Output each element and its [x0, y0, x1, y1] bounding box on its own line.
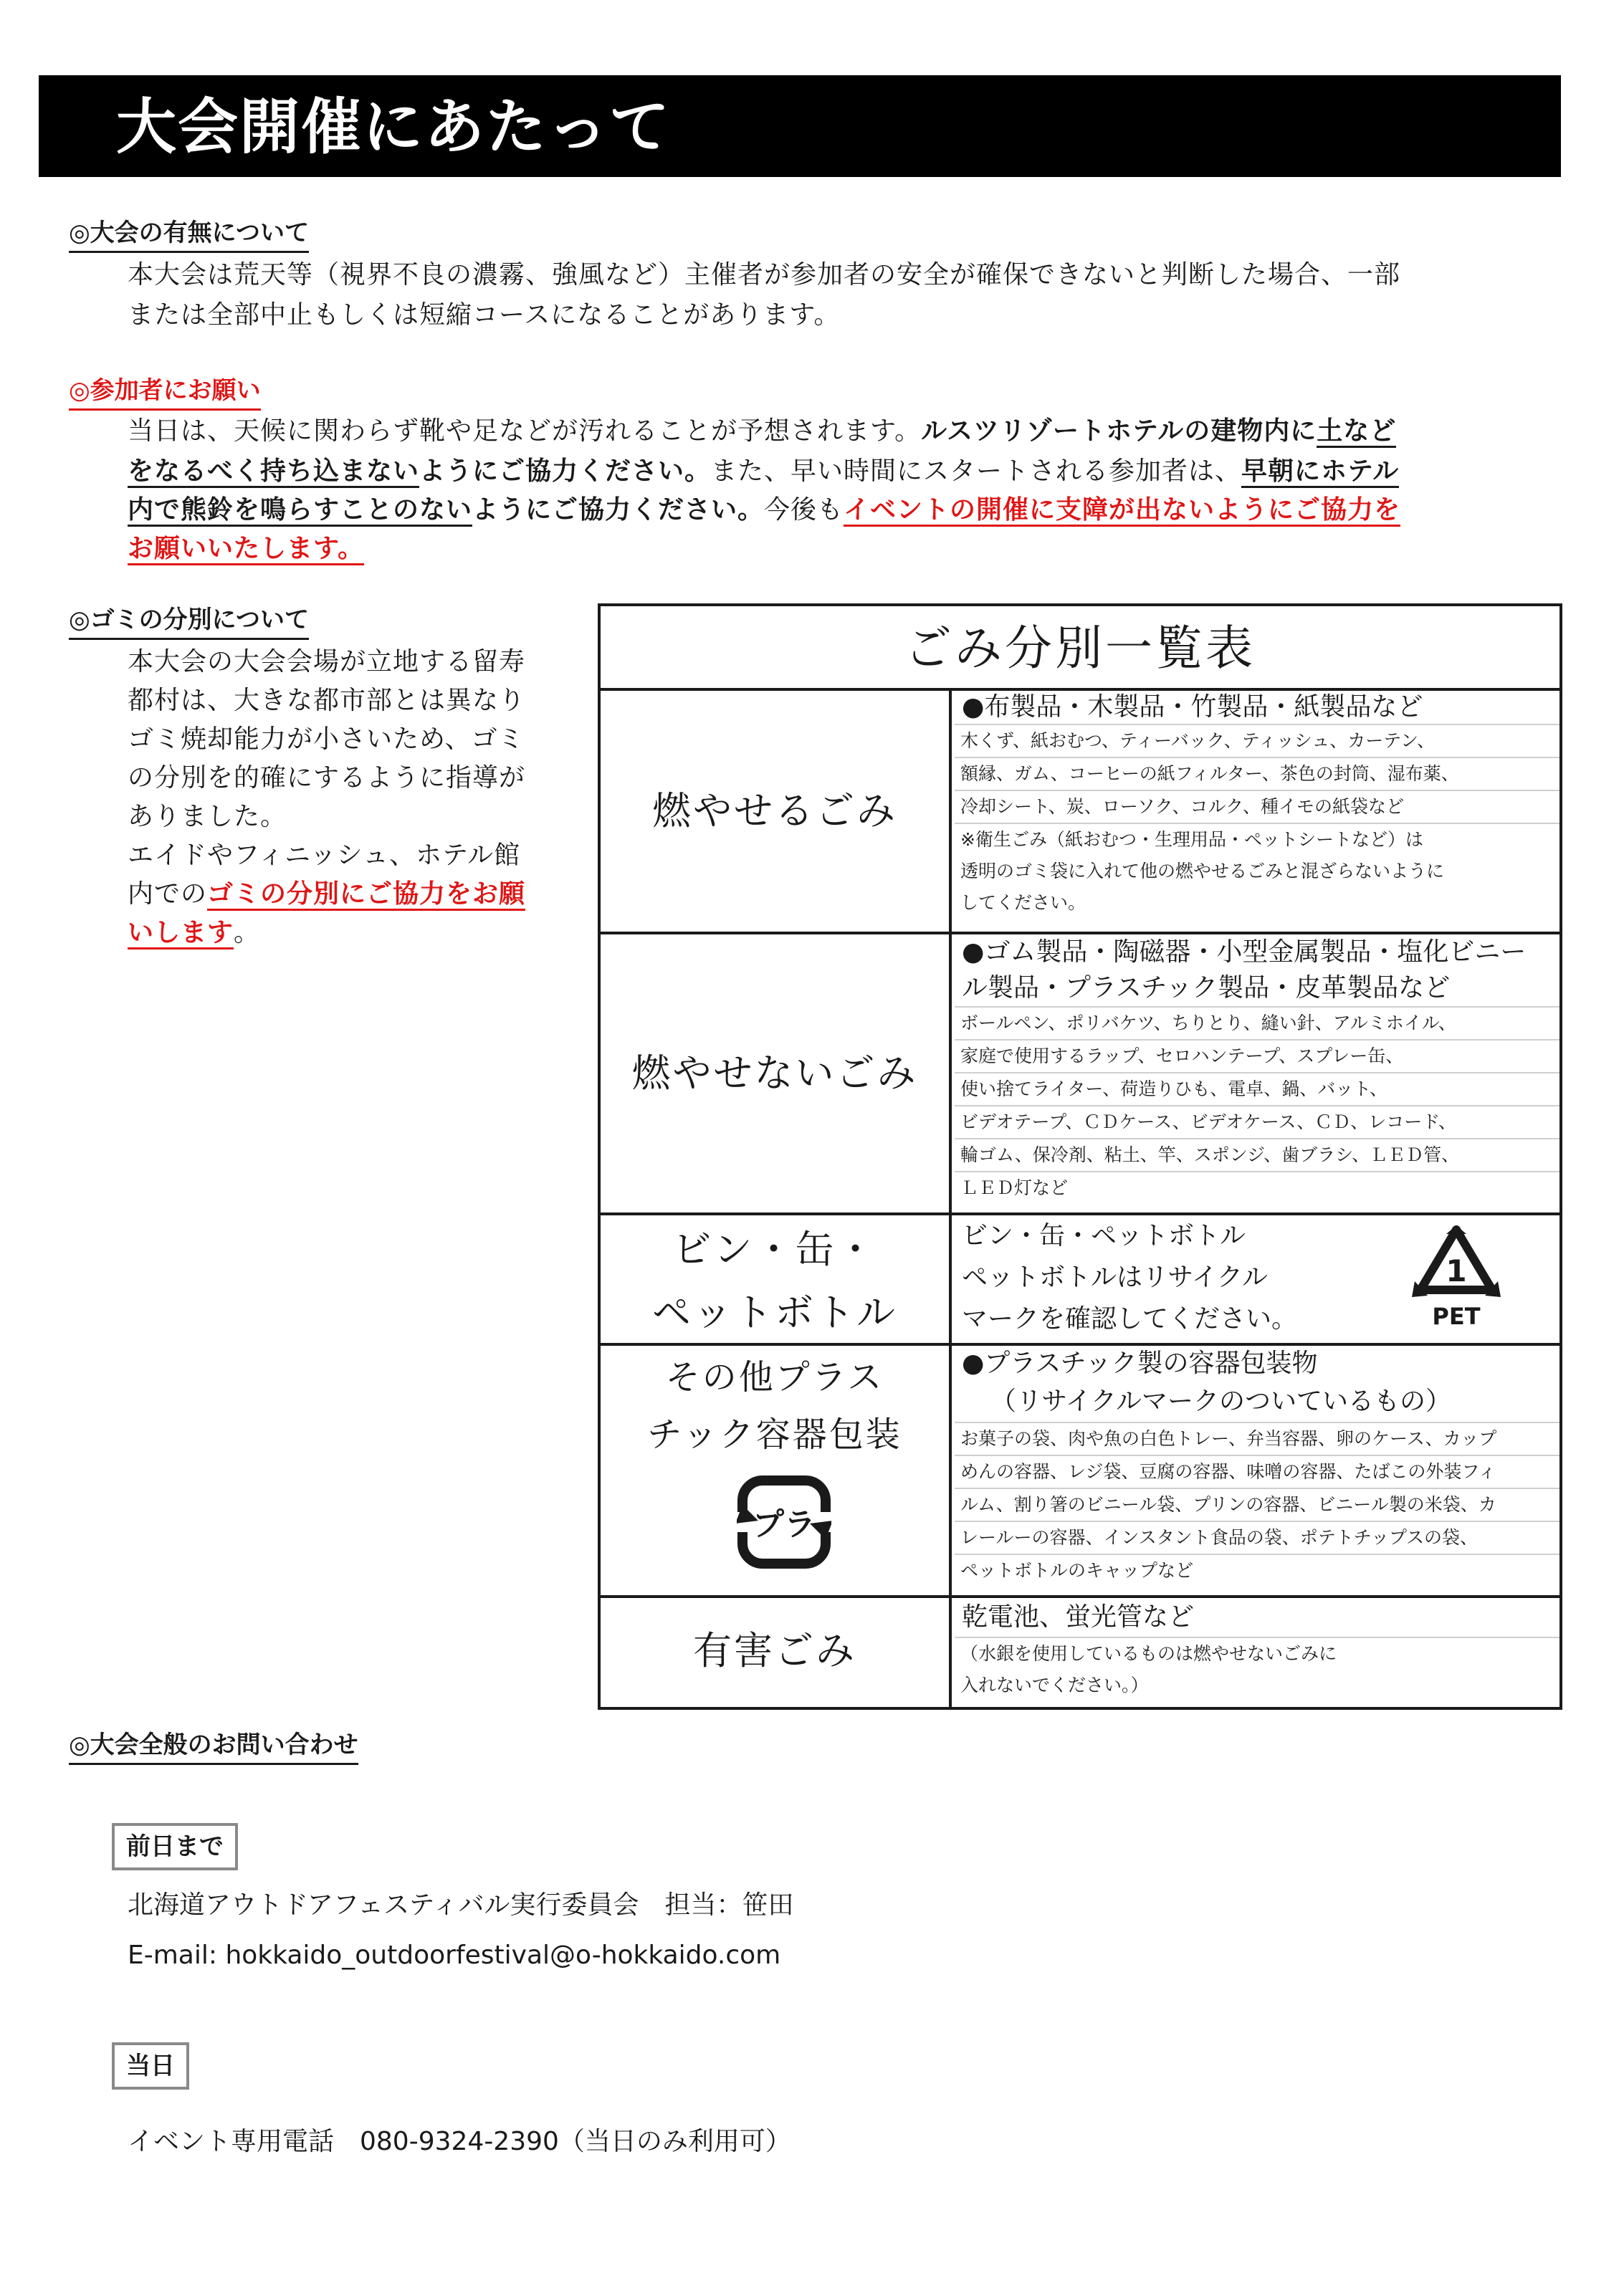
label-before-day: 前日まで — [112, 1823, 238, 1870]
burnable-item-3: 冷却シート、炭、ローソク、コルク、種イモの紙袋など — [955, 790, 1559, 823]
garbage-text-line-6: エイドやフィニッシュ、ホテル館 — [128, 841, 521, 870]
category-plastic-label-2: チック容器包装 — [647, 1415, 902, 1455]
request-l3-bold: ようにご協力ください。 — [472, 495, 765, 525]
request-l1-bold: ルスツリゾートホテルの建物内に — [921, 416, 1317, 446]
bottles-line-2: ペットボトルはリサイクル — [962, 1263, 1268, 1292]
section-heading-cancel: ◎大会の有無について — [69, 216, 309, 253]
cancel-text-line-1: 本大会は荒天等（視界不良の濃霧、強風など）主催者が参加者の安全が確保できないと判断した場合、一部 — [128, 260, 1401, 290]
bottles-line-3: マークを確認してください。 — [962, 1304, 1298, 1334]
request-text-line-1 — [128, 411, 1396, 451]
row-bottles — [601, 1215, 1559, 1346]
garbage-text-line-2: 都村は、大きな都市部とは異なり — [128, 686, 526, 715]
nonburnable-item-3: 使い捨てライター、荷造りひも、電卓、鍋、バット、 — [955, 1072, 1559, 1105]
request-l4-red: お願いいたします。 — [128, 534, 364, 565]
nonburnable-item-5: 輪ゴム、保冷剤、粘土、竿、スポンジ、歯ブラシ、ＬＥＤ管、 — [955, 1138, 1559, 1171]
hazardous-item-2: 入れないでください。） — [960, 1675, 1149, 1695]
burnable-note-1: ※衛生ごみ（紙おむつ・生理用品・ペットシートなど）は — [955, 823, 1559, 856]
burnable-note-3: してください。 — [960, 892, 1086, 913]
category-bottles — [601, 1215, 952, 1343]
request-text-line-3 — [128, 490, 1400, 530]
request-l2-plain: また、早い時間にスタートされる参加者は、 — [711, 456, 1242, 486]
garbage-text-line-7 — [128, 874, 525, 914]
burnable-head: ●布製品・木製品・竹製品・紙製品など — [962, 692, 1423, 722]
category-bottles-label-1: ビン・缶・ — [672, 1227, 877, 1272]
plastic-item-1: お菓子の袋、肉や魚の白色トレー、弁当容器、卵のケース、カップ — [955, 1422, 1559, 1455]
pet-label: PET — [1432, 1303, 1481, 1330]
row-nonburnable — [601, 934, 1559, 1215]
detail-hazardous — [955, 1598, 1559, 1707]
section-heading-garbage: ◎ゴミの分別について — [69, 603, 309, 640]
bottles-line-1: ビン・缶・ペットボトル — [962, 1221, 1246, 1250]
section-heading-request: ◎参加者にお願い — [69, 374, 261, 411]
request-l1-plain: 当日は、天候に関わらず靴や足などが汚れることが予想されます。 — [128, 416, 922, 446]
section-heading-contact: ◎大会全般のお問い合わせ — [69, 1728, 358, 1765]
nonburnable-head-2: ル製品・プラスチック製品・皮革製品など — [962, 973, 1451, 1003]
category-nonburnable — [601, 934, 952, 1212]
garbage-text-line-8 — [128, 913, 260, 953]
category-plastic-label-1: その他プラス — [665, 1357, 884, 1397]
nonburnable-item-6: ＬＥＤ灯など — [955, 1171, 1559, 1204]
nonburnable-head-1: ●ゴム製品・陶磁器・小型金属製品・塩化ビニー — [962, 937, 1527, 967]
category-plastic — [601, 1346, 952, 1595]
row-plastic — [601, 1346, 1559, 1598]
garbage-text-line-1: 本大会の大会会場が立地する留寿 — [128, 647, 526, 676]
request-l2-bold: ようにご協力ください。 — [419, 456, 712, 486]
burnable-item-1: 木くず、紙おむつ、ティーバック、ティッシュ、カーテン、 — [955, 724, 1559, 757]
request-l2-underline-2: 早朝にホテル — [1241, 456, 1399, 488]
detail-bottles — [955, 1215, 1559, 1343]
cancel-text-line-2: または全部中止もしくは短縮コースになることがあります。 — [128, 300, 841, 330]
pet-recycle-icon — [1406, 1224, 1506, 1331]
request-l2-underline: をなるべく持ち込まない — [128, 456, 419, 488]
title-bar — [39, 75, 1561, 177]
category-nonburnable-label: 燃やせないごみ — [631, 1051, 918, 1096]
garbage-l7-plain: 内での — [128, 879, 208, 909]
garbage-table-title: ごみ分別一覧表 — [601, 606, 1559, 691]
page-title: 大会開催にあたって — [116, 92, 672, 162]
garbage-text-line-5: ありました。 — [128, 802, 287, 831]
garbage-l7-red: ゴミの分別にご協力をお願 — [207, 879, 525, 911]
nonburnable-item-2: 家庭で使用するラップ、セロハンテープ、スプレー缶、 — [955, 1039, 1559, 1072]
plastic-item-2: めんの容器、レジ袋、豆腐の容器、味噌の容器、たばこの外装フィ — [955, 1455, 1559, 1488]
category-bottles-label-2: ペットボトル — [652, 1290, 897, 1335]
contact-email: E-mail: hokkaido_outdoorfestival@o-hokkaido.com — [128, 1941, 781, 1970]
pla-mark-text: プラ — [753, 1506, 816, 1543]
contact-phone: イベント専用電話 080-9324-2390（当日のみ利用可） — [128, 2127, 791, 2156]
pet-number: 1 — [1446, 1253, 1467, 1288]
nonburnable-item-4: ビデオテープ、ＣＤケース、ビデオケース、ＣＤ、レコード、 — [955, 1105, 1559, 1138]
detail-plastic — [955, 1346, 1559, 1595]
contact-org: 北海道アウトドアフェスティバル実行委員会 担当：笹田 — [128, 1890, 794, 1920]
detail-burnable — [955, 691, 1559, 932]
garbage-text-line-3: ゴミ焼却能力が小さいため、ゴミ — [128, 724, 525, 754]
garbage-l8-red: いします — [128, 918, 234, 950]
request-l3-red: イベントの開催に支障が出ないようにご協力を — [844, 495, 1400, 527]
row-burnable — [601, 691, 1559, 934]
garbage-text-line-4: の分別を的確にするように指導が — [128, 763, 526, 793]
detail-nonburnable — [955, 934, 1559, 1212]
nonburnable-item-1: ボールペン、ポリバケツ、ちりとり、縫い針、アルミホイル、 — [955, 1006, 1559, 1039]
plastic-item-4: レールーの容器、インスタント食品の袋、ポテトチップスの袋、 — [955, 1521, 1559, 1554]
request-l3-plain: 今後も — [764, 495, 844, 525]
category-burnable-label: 燃やせるごみ — [652, 788, 897, 833]
plastic-head-1: ●プラスチック製の容器包装物 — [962, 1349, 1318, 1378]
pla-recycle-icon — [737, 1469, 831, 1575]
category-hazardous — [601, 1598, 952, 1707]
plastic-item-5: ペットボトルのキャップなど — [955, 1554, 1559, 1587]
garbage-l8-plain: 。 — [234, 918, 261, 947]
garbage-table — [598, 603, 1562, 1710]
plastic-head-2: （リサイクルマークのついているもの） — [990, 1387, 1451, 1416]
request-l3-underline: 内で熊鈴を鳴らすことのない — [128, 495, 472, 527]
row-hazardous — [601, 1598, 1559, 1707]
burnable-item-2: 額縁、ガム、コーヒーの紙フィルター、茶色の封筒、湿布薬、 — [955, 757, 1559, 790]
request-text-line-2 — [128, 451, 1399, 492]
label-event-day: 当日 — [112, 2042, 189, 2090]
plastic-item-3: ルム、割り箸のビニール袋、プリンの容器、ビニール製の米袋、カ — [955, 1488, 1559, 1521]
category-burnable — [601, 691, 952, 932]
category-hazardous-label: 有害ごみ — [693, 1628, 856, 1673]
request-text-line-4 — [128, 529, 364, 569]
hazardous-head: 乾電池、蛍光管など — [962, 1602, 1195, 1632]
request-l1-underline: 土など — [1317, 416, 1396, 448]
burnable-note-2: 透明のゴミ袋に入れて他の燃やせるごみと混ざらないように — [960, 861, 1445, 881]
hazardous-item-1: （水銀を使用しているものは燃やせないごみに — [955, 1637, 1559, 1670]
